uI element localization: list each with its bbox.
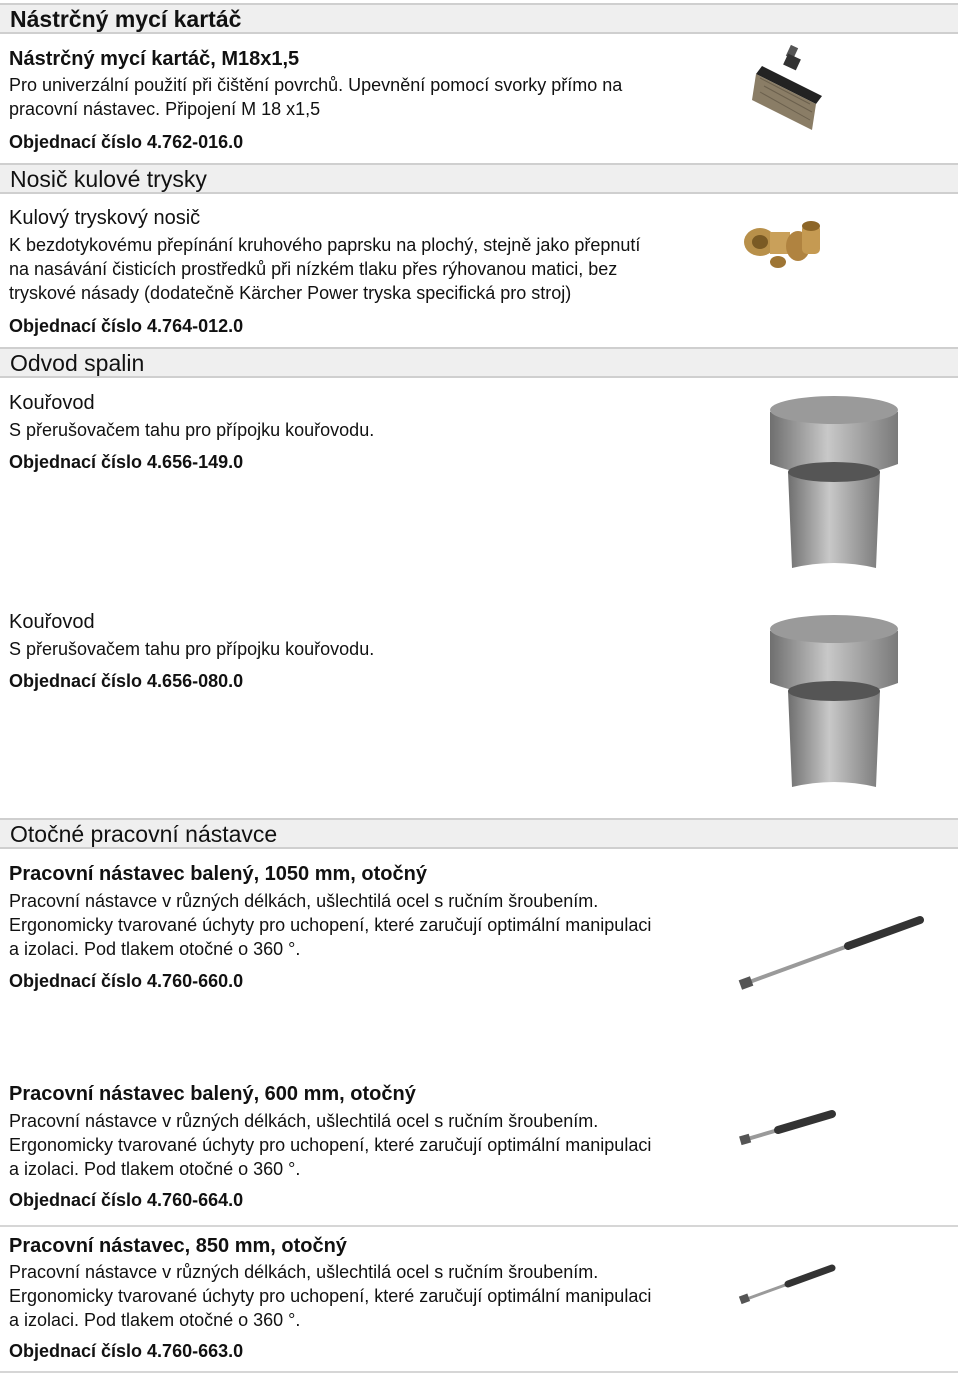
desc-line: a izolaci. Pod tlakem otočné o 360 °. [9,1310,301,1330]
product-title: Kulový tryskový nosič [9,207,201,229]
product-title: Pracovní nástavec balený, 600 mm, otočný [9,1083,416,1105]
divider [0,1371,958,1373]
product-title: Nástrčný mycí kartáč, M18x1,5 [9,48,300,70]
flue-pipe-image [764,607,904,793]
flue-pipe-image [764,388,904,574]
section-heading: Otočné pracovní nástavce [10,821,278,847]
spray-lance-image [738,908,928,994]
product-description [9,1109,729,1181]
section-header-lances [0,818,958,849]
product-title: Pracovní nástavec balený, 1050 mm, otočný [9,863,427,885]
section-header-brush [0,3,958,34]
spray-lance-image [738,1104,838,1148]
desc-line: tryskové násady (dodatečně Kärcher Power tryska specifická pro stroj) [9,283,572,303]
order-number: Objednací číslo 4.760-663.0 [9,1341,244,1361]
desc-line: S přerušovačem tahu pro přípojku kouřovodu. [9,420,375,440]
desc-line: Pro univerzální použití při čištění povrchů. Upevnění pomocí svorky přímo na [9,75,623,95]
desc-line: a izolaci. Pod tlakem otočné o 360 °. [9,1159,301,1179]
desc-line: Ergonomicky tvarované úchyty pro uchopení, které zaručují optimální manipulaci [9,1286,652,1306]
section-header-flue [0,347,958,378]
section-heading: Nástrčný mycí kartáč [10,6,242,32]
order-number: Objednací číslo 4.764-012.0 [9,316,244,336]
desc-line: a izolaci. Pod tlakem otočné o 360 °. [9,939,301,959]
desc-line: na nasávání čisticích prostředků při nízkém tlaku přes rýhovanou matici, bez [9,259,618,279]
desc-line: Ergonomicky tvarované úchyty pro uchopení, které zaručují optimální manipulaci [9,1135,652,1155]
product-title: Kouřovod [9,611,95,633]
section-heading: Nosič kulové trysky [10,166,207,192]
order-number: Objednací číslo 4.656-149.0 [9,452,244,472]
product-description [9,889,729,961]
desc-line: pracovní nástavec. Připojení M 18 x1,5 [9,99,321,119]
divider [0,1225,958,1227]
order-number: Objednací číslo 4.762-016.0 [9,132,244,152]
desc-line: Pracovní nástavce v různých délkách, ušlechtilá ocel s ručním šroubením. [9,1262,599,1282]
order-number: Objednací číslo 4.760-660.0 [9,971,244,991]
section-header-nozzle [0,163,958,194]
section-heading: Odvod spalin [10,350,145,376]
product-description [9,418,729,442]
wash-brush-image [752,44,832,134]
product-description [9,233,729,305]
desc-line: K bezdotykovému přepínání kruhového paprsku na plochý, stejně jako přepnutí [9,235,641,255]
desc-line: Pracovní nástavce v různých délkách, ušlechtilá ocel s ručním šroubením. [9,1111,599,1131]
spray-lance-image [738,1260,838,1310]
desc-line: Pracovní nástavce v různých délkách, ušlechtilá ocel s ručním šroubením. [9,891,599,911]
desc-line: S přerušovačem tahu pro přípojku kouřovodu. [9,639,375,659]
order-number: Objednací číslo 4.760-664.0 [9,1190,244,1210]
product-description [9,1260,729,1332]
product-title: Pracovní nástavec, 850 mm, otočný [9,1235,347,1257]
product-description [9,73,729,121]
order-number: Objednací číslo 4.656-080.0 [9,671,244,691]
product-description [9,637,729,661]
desc-line: Ergonomicky tvarované úchyty pro uchopení, které zaručují optimální manipulaci [9,915,652,935]
product-title: Kouřovod [9,392,95,414]
nozzle-holder-image [740,214,830,274]
